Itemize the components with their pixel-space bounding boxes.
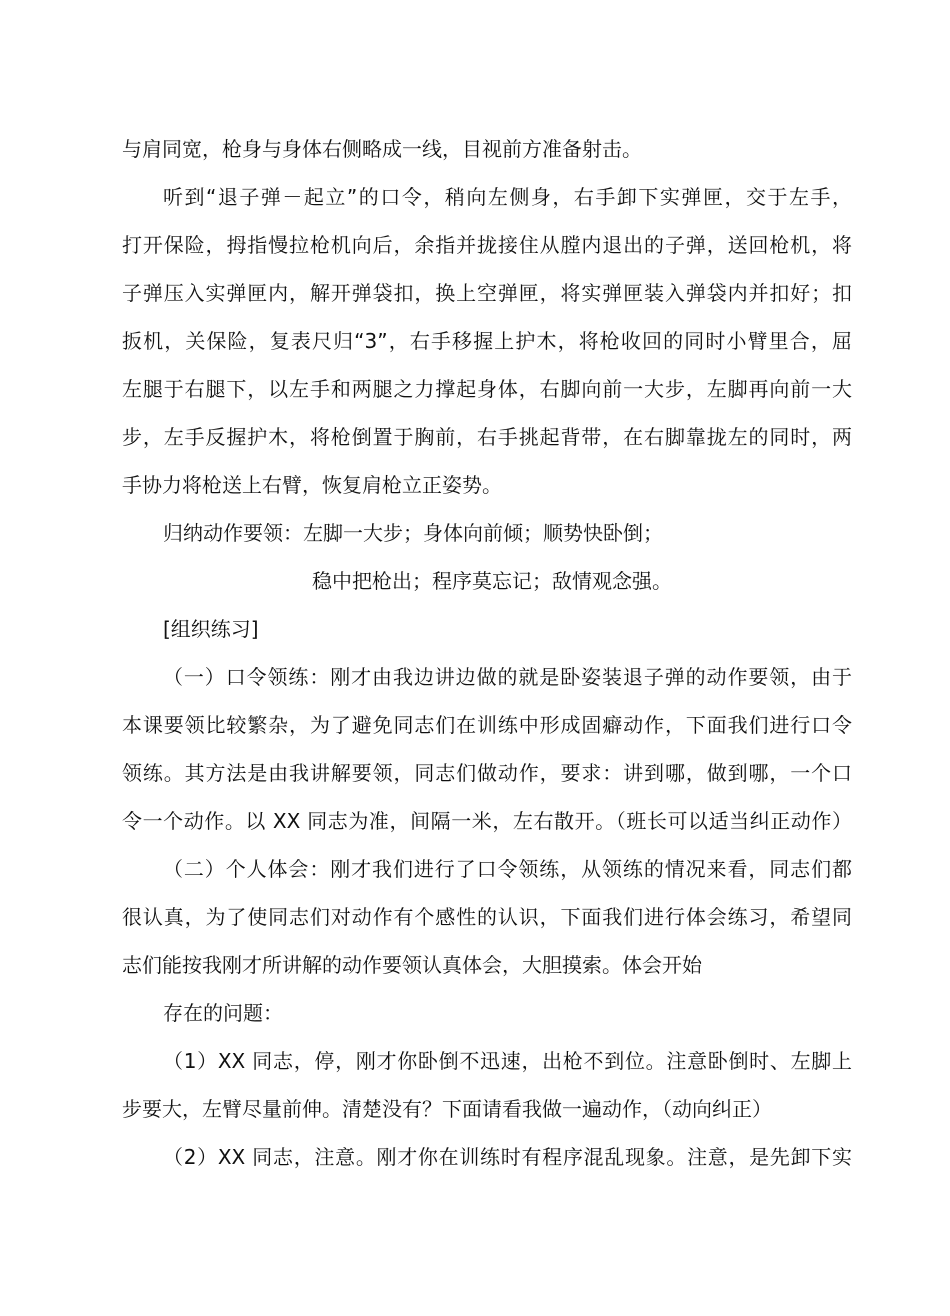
text-line-4: 子弹压入实弹匣内，解开弹袋扣，换上空弹匣，将实弹匣装入弹袋内并扣好；扣 — [122, 281, 852, 305]
section-heading: [组织练习] — [163, 617, 259, 641]
text-line-13: 本课要领比较繁杂，为了避免同志们在训练中形成固癖动作，下面我们进行口令 — [122, 713, 852, 737]
text-line-15: 令一个动作。以 XX 同志为准，间隔一米，左右散开。（班长可以适当纠正动作） — [122, 809, 852, 833]
text-line-5: 扳机，关保险，复表尺归“3”，右手移握上护木，将枪收回的同时小臂里合，屈 — [122, 329, 852, 353]
text-line-17: 很认真，为了使同志们对动作有个感性的认识，下面我们进行体会练习，希望同 — [122, 905, 852, 929]
text-line-7: 步，左手反握护木，将枪倒置于胸前，右手挑起背带，在右脚靠拢左的同时，两 — [122, 425, 852, 449]
text-line-18: 志们能按我刚才所讲解的动作要领认真体会，大胆摸索。体会开始 — [122, 953, 702, 977]
text-line-6: 左腿于右腿下，以左手和两腿之力撑起身体，右脚向前一大步，左脚再向前一大 — [122, 377, 852, 401]
problems-label: 存在的问题： — [163, 1001, 283, 1025]
text-line-16: （二）个人体会：刚才我们进行了口令领练，从领练的情况来看，同志们都 — [163, 857, 852, 881]
summary-line-2: 稳中把枪出；程序莫忘记；敌情观念强。 — [312, 569, 672, 593]
text-line-22: （2）XX 同志，注意。刚才你在训练时有程序混乱现象。注意，是先卸下实 — [163, 1145, 852, 1169]
summary-line-1: 归纳动作要领：左脚一大步；身体向前倾；顺势快卧倒； — [163, 521, 663, 545]
text-line-20: （1）XX 同志，停，刚才你卧倒不迅速，出枪不到位。注意卧倒时、左脚上 — [163, 1049, 852, 1073]
text-line-1: 与肩同宽，枪身与身体右侧略成一线，目视前方准备射击。 — [122, 137, 642, 161]
text-line-14: 领练。其方法是由我讲解要领，同志们做动作，要求：讲到哪，做到哪，一个口 — [122, 761, 852, 785]
text-line-12: （一）口令领练：刚才由我边讲边做的就是卧姿装退子弹的动作要领，由于 — [163, 665, 852, 689]
text-line-2: 听到“退子弹－起立”的口令，稍向左侧身，右手卸下实弹匣，交于左手， — [163, 185, 852, 209]
text-line-3: 打开保险，拇指慢拉枪机向后，余指并拢接住从膛内退出的子弹，送回枪机，将 — [122, 233, 852, 257]
text-line-21: 步要大，左臂尽量前伸。清楚没有？下面请看我做一遍动作，（动向纠正） — [122, 1097, 772, 1121]
text-line-8: 手协力将枪送上右臂，恢复肩枪立正姿势。 — [122, 473, 502, 497]
